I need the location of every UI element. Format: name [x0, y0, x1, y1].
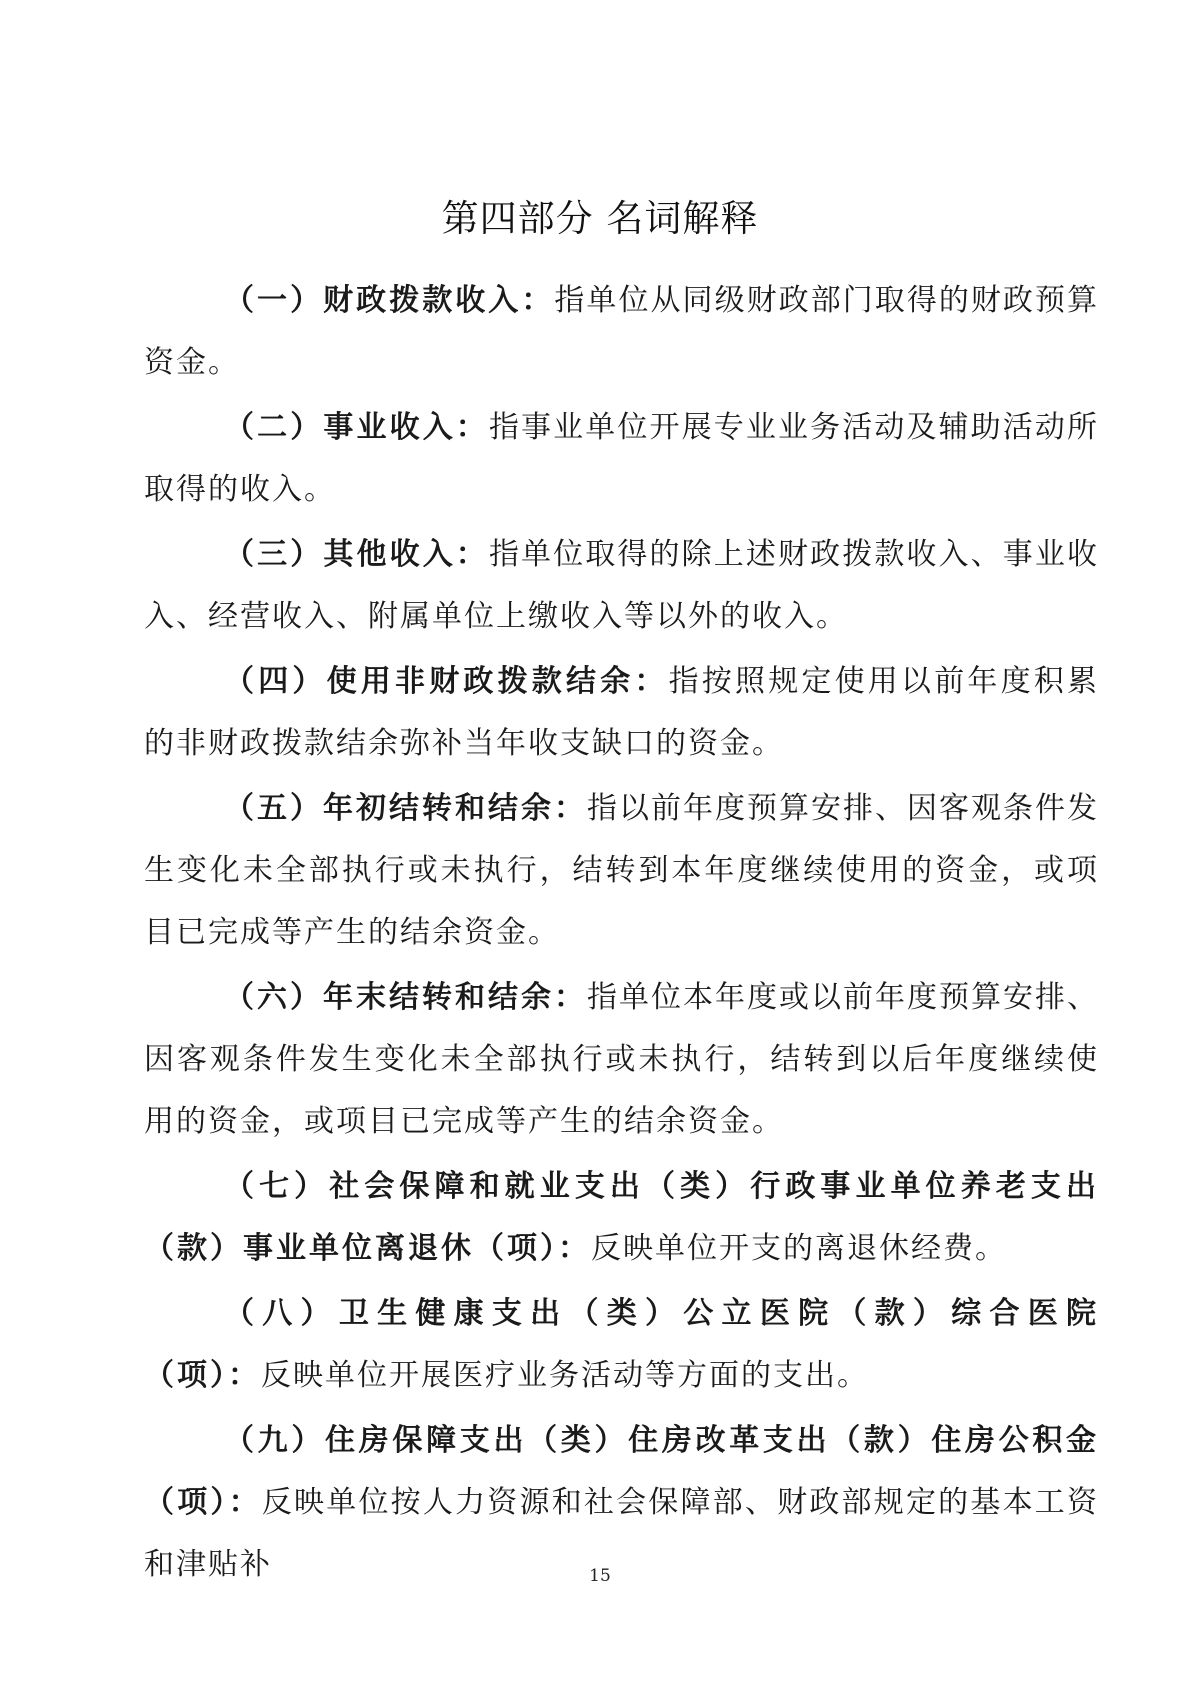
definition-term: （三）其他收入： [224, 537, 489, 572]
definition-item [144, 1156, 1099, 1280]
definition-item [144, 270, 1099, 394]
definition-term: （七）社会保障和就业支出（类）行政事业单位养老支出（款）事业单位离退休（项）： [144, 1169, 1099, 1266]
definition-text: 指单位取得的除上述财政拨款收入、事业收入、经营收入、附属单位上缴收入等以外的收入。 [144, 537, 1100, 634]
definition-term: （四）使用非财政拨款结余： [224, 664, 669, 699]
definition-term: （六）年末结转和结余： [224, 980, 587, 1015]
definition-text: 指单位本年度或以前年度预算安排、因客观条件发生变化未全部执行或未执行，结转到以后年度继续使用的资金，或项目已完成等产生的结余资金。 [144, 980, 1099, 1139]
definition-text: 指事业单位开展专业业务活动及辅助活动所取得的收入。 [144, 410, 1100, 507]
definition-text: 反映单位开展医疗业务活动等方面的支出。 [261, 1358, 869, 1393]
definition-item [144, 778, 1099, 964]
definition-item [144, 1283, 1099, 1407]
definition-item [144, 651, 1099, 775]
definition-term: （一）财政拨款收入： [224, 283, 555, 318]
definition-text: 反映单位按人力资源和社会保障部、财政部规定的基本工资和津贴补 [144, 1485, 1099, 1582]
definition-text: 指按照规定使用以前年度积累的非财政拨款结余弥补当年收支缺口的资金。 [144, 664, 1100, 761]
definition-text: 反映单位开支的离退休经费。 [591, 1231, 1007, 1266]
definition-item [144, 524, 1099, 648]
definition-item [144, 397, 1099, 521]
definition-item [144, 967, 1099, 1153]
page-number: 15 [589, 1566, 611, 1586]
definitions-list [144, 270, 1099, 1599]
definition-term: （五）年初结转和结余： [224, 791, 587, 826]
definition-term: （二）事业收入： [224, 410, 489, 445]
definition-text: 指以前年度预算安排、因客观条件发生变化未全部执行或未执行，结转到本年度继续使用的资金，或项目已完成等产生的结余资金。 [144, 791, 1099, 950]
definition-text: 指单位从同级财政部门取得的财政预算资金。 [144, 283, 1100, 380]
definition-term: （八）卫生健康支出（类）公立医院（款）综合医院（项）： [144, 1296, 1099, 1393]
page-title: 第四部分 名词解释 [441, 197, 759, 240]
definition-term: （九）住房保障支出（类）住房改革支出（款）住房公积金（项）： [144, 1423, 1099, 1520]
